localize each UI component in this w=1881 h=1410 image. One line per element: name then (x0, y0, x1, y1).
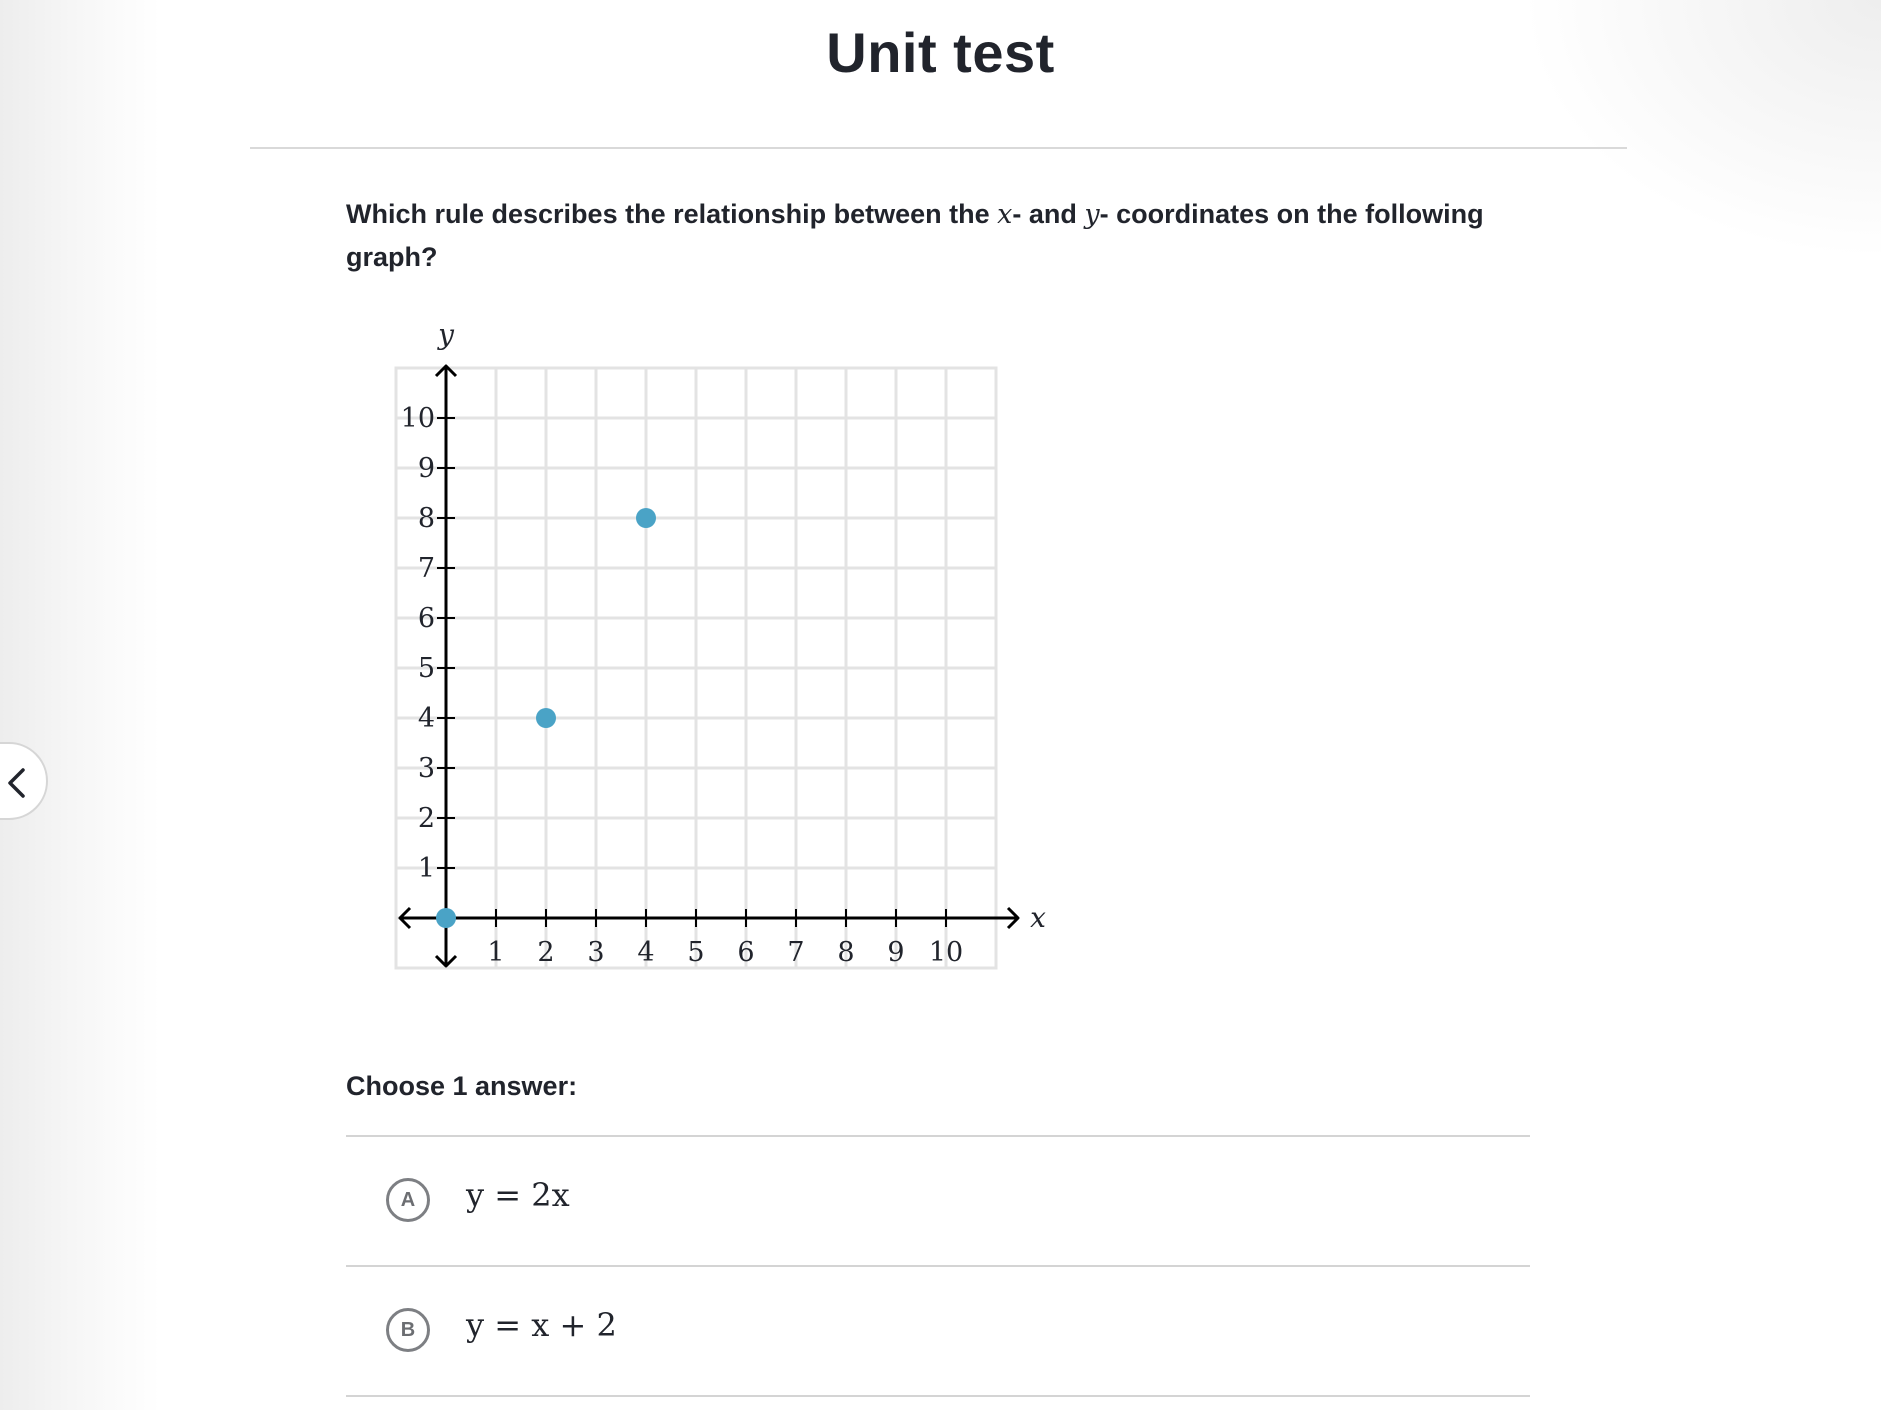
left-shade (0, 0, 160, 1410)
question-var-x: x (997, 199, 1013, 230)
choice-text-b: y = x + 2 (466, 1306, 617, 1344)
x-tick-label: 2 (537, 937, 555, 968)
x-tick-label: 8 (837, 937, 855, 968)
y-tick-label: 3 (417, 753, 435, 784)
answer-choice-a[interactable] (346, 1136, 1530, 1264)
question-text (346, 193, 1506, 278)
data-point (436, 908, 456, 928)
y-tick-label: 2 (417, 803, 435, 834)
x-tick-label: 5 (687, 937, 705, 968)
y-tick-label: 5 (417, 653, 435, 684)
x-tick-label: 10 (928, 937, 964, 968)
coordinate-graph (380, 300, 1060, 990)
title-divider (250, 147, 1627, 149)
y-tick-label: 9 (417, 453, 435, 484)
y-axis-label: y (438, 318, 454, 351)
choose-answer-label: Choose 1 answer: (346, 1071, 578, 1101)
answer-choice-b[interactable] (346, 1266, 1530, 1394)
y-tick-label: 6 (417, 603, 435, 634)
y-tick-label: 7 (417, 553, 435, 584)
grid (396, 368, 996, 968)
data-point (636, 508, 656, 528)
x-axis-label: x (1030, 901, 1046, 934)
page-title: Unit test (826, 21, 1055, 84)
question-var-y: y (1084, 199, 1100, 230)
data-point (536, 708, 556, 728)
x-tick-label: 6 (737, 937, 755, 968)
choice-text-a: y = 2x (466, 1176, 570, 1214)
question-part-2: - and (1012, 199, 1085, 229)
x-tick-label: 4 (637, 937, 655, 968)
x-tick-label: 9 (887, 937, 905, 968)
y-tick-label: 4 (417, 703, 435, 734)
chevron-left-icon (3, 766, 33, 800)
y-tick-label: 1 (417, 853, 435, 884)
question-part-3: - coordinates on the following graph? (346, 199, 1484, 272)
ticks (401, 403, 964, 968)
choice-letter-a: A (386, 1178, 430, 1222)
y-tick-label: 10 (400, 403, 435, 434)
x-tick-label: 1 (487, 937, 505, 968)
x-tick-label: 3 (587, 937, 605, 968)
y-tick-label: 8 (417, 503, 435, 534)
choice-letter-b: B (386, 1308, 430, 1352)
x-tick-label: 7 (787, 937, 805, 968)
answer-divider-bottom (346, 1395, 1530, 1397)
question-part-1: Which rule describes the relationship between the (346, 199, 998, 229)
